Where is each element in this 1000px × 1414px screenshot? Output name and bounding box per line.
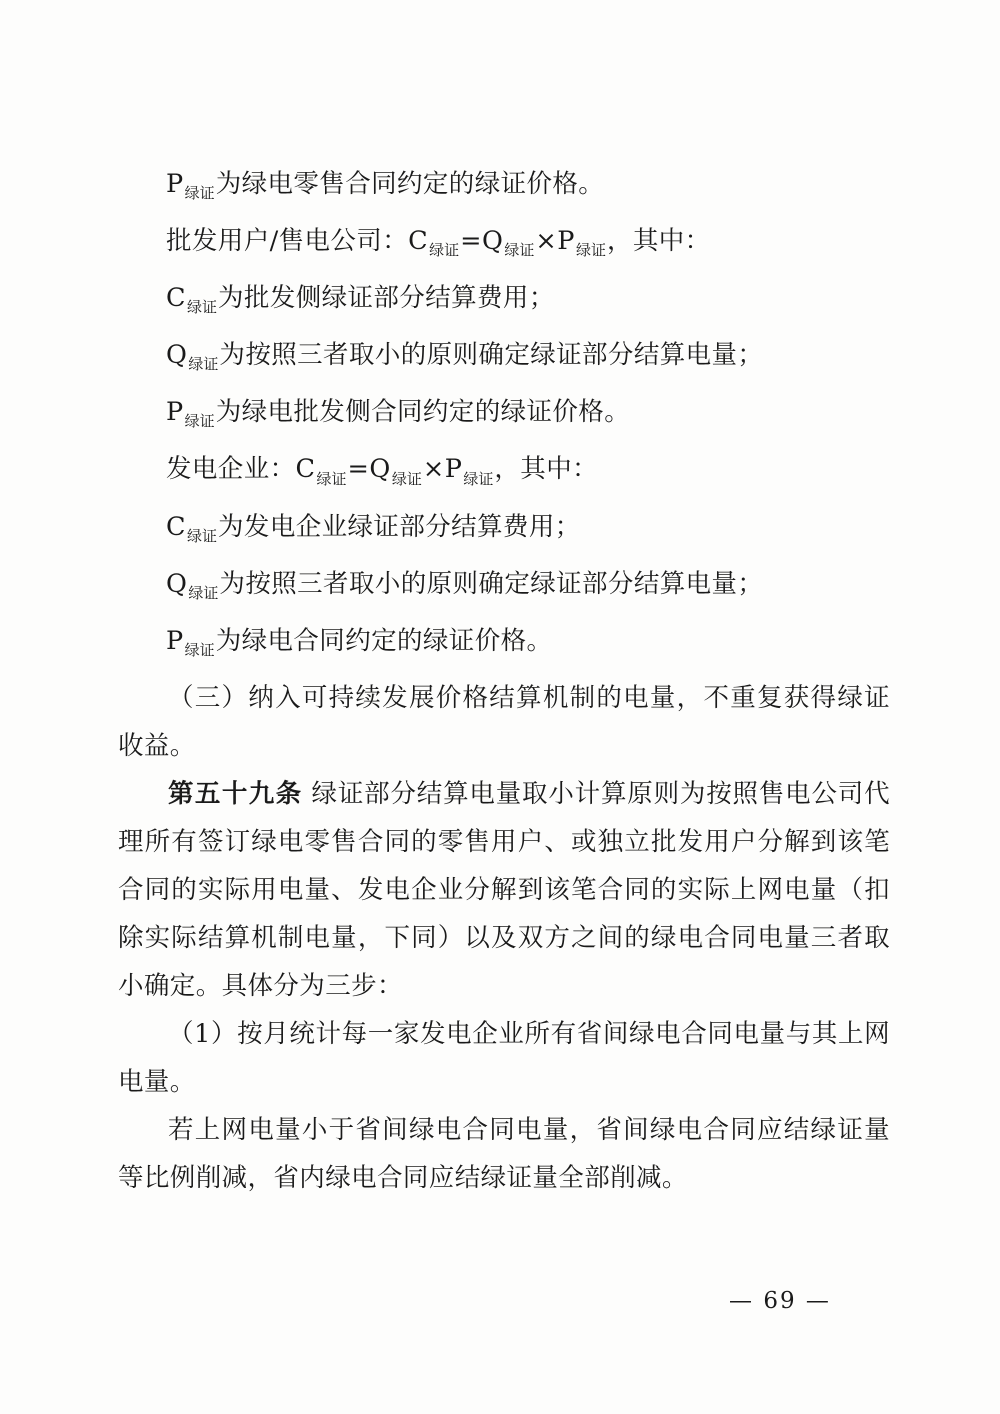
paragraph-step-1-note: 若上网电量小于省间绿电合同电量，省间绿电合同应结绿证量等比例削减，省内绿电合同应结绿证量全部削减。 xyxy=(118,1114,890,1193)
formula-line-generator-formula: 发电企业：$C_{绿证}=Q_{绿证}\times P_{绿证}$，其中： xyxy=(166,454,598,488)
paragraph-step-1: （1）按月统计每一家发电企业所有省间绿电合同电量与其上网电量。 xyxy=(118,1018,890,1097)
article-label: 第五十九条 xyxy=(168,778,303,809)
formula-line-q-generator: $Q_{绿证}$为按照三者取小的原则确定绿证部分结算电量； xyxy=(166,568,764,602)
formula-line-c-generator: $C_{绿证}$为发电企业绿证部分结算费用； xyxy=(166,511,581,545)
page-number: — 69 — xyxy=(729,1288,831,1314)
formula-line-wholesale-formula: 批发用户/售电公司：$C_{绿证}=Q_{绿证}\times P_{绿证}$，其中： xyxy=(166,226,711,260)
article-text: 绿证部分结算电量取小计算原则为按照售电公司代理所有签订绿电零售合同的零售用户、或独立批发用户分解到该笔合同的实际用电量、发电企业分解到该笔合同的实际上网电量（扣除实际结算机制电量，下同）以及双方之间的绿电合同电量三者取小确定。具体分为三步： xyxy=(118,778,890,1001)
formula-line-p-retail: $P_{绿证}$为绿电零售合同约定的绿证价格。 xyxy=(166,169,605,203)
paragraph-item-three: （三）纳入可持续发展价格结算机制的电量，不重复获得绿证收益。 xyxy=(118,682,890,761)
formula-line-q-wholesale: $Q_{绿证}$为按照三者取小的原则确定绿证部分结算电量； xyxy=(166,340,764,374)
formula-line-p-wholesale: $P_{绿证}$为绿电批发侧合同约定的绿证价格。 xyxy=(166,397,631,431)
formula-line-p-generator: $P_{绿证}$为绿电合同约定的绿证价格。 xyxy=(166,625,553,659)
document-body xyxy=(118,160,890,1202)
formula-line-c-wholesale: $C_{绿证}$为批发侧绿证部分结算费用； xyxy=(166,283,555,317)
paragraph-article-59 xyxy=(118,770,890,1010)
page-footer xyxy=(0,1288,1000,1314)
